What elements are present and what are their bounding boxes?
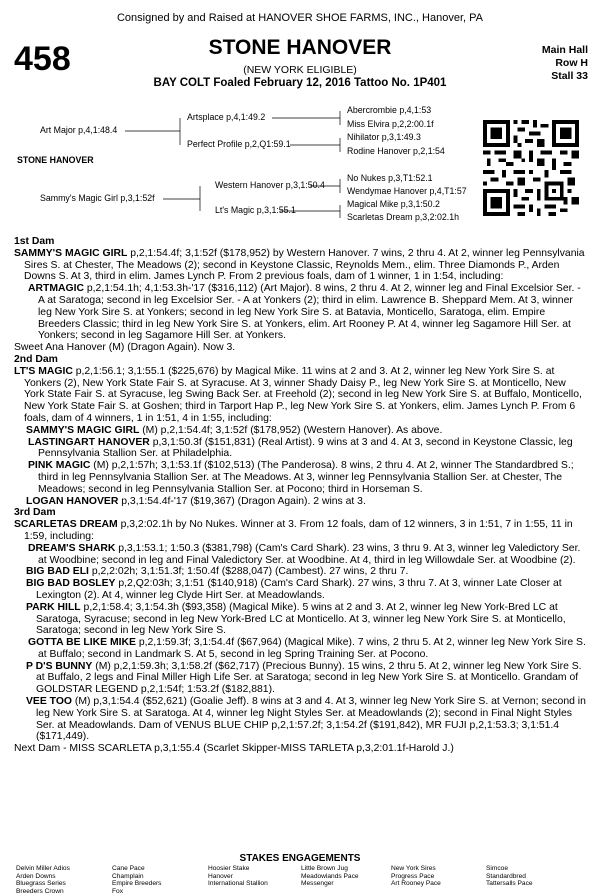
stake-item: Art Rooney Pace xyxy=(391,880,441,888)
lot-number: 458 xyxy=(14,40,71,78)
pedigree-g3-3: Nihilator p,3,1:49.3 xyxy=(347,132,421,142)
foal-sweet-ana: Sweet Ana Hanover (M) (Dragon Again). Now 3. xyxy=(14,342,236,354)
location-row: Row H xyxy=(555,57,588,69)
second-dam-paragraph: LT'S MAGIC p,2,1:56.1; 3,1:55.1 ($225,676) by Magical Mike. 11 wins at 2 and 3. At 2, winner leg New York Sire S. at Yonkers (2), New York State Fair S. at Syracuse. At 3, winner Shady Daisy P., leg New York Sire S. at Monticello, New York State Fair S. at Syracuse, leg Swing Back Ser. at Freehold (2); second in leg New York Sire S. at Buffalo, Monticello, New York State Fair S. at Goshen; third in Tarport Hap P., leg New York Sire S. at Yonkers, elim. James Lynch P. From 6 foals, dam of 4 winners, 1 in 1:51, 4 in 1:55, including: xyxy=(14,365,582,424)
first-dam-heading: 1st Dam xyxy=(14,236,55,247)
stakes-column-5 xyxy=(391,865,441,888)
stake-item: Standardbred xyxy=(486,872,526,880)
stake-item: Champlain xyxy=(112,872,144,880)
stakes-heading: STAKES ENGAGEMENTS xyxy=(239,853,361,864)
stake-item: Breeders Crown xyxy=(16,887,64,895)
foal-gotta-be-like-mike: GOTTA BE LIKE MIKE p,2,1:59.3f; 3,1:54.4f ($67,964) (Magical Mike). 7 wins, 2 thru 5. At 2, winner leg New York Sire S. at Buffalo; second in Landmark S. At 5, second in leg Spring Training Ser. at Pocono. xyxy=(28,637,586,660)
stake-item: New York Sires xyxy=(391,865,436,872)
foal-logan-hanover: LOGAN HANOVER p,3,1:54.4f-'17 ($19,367) (Dragon Again). 2 wins at 3. xyxy=(26,495,366,507)
location-hall: Main Hall xyxy=(541,44,588,56)
stake-item: Messenger xyxy=(301,880,334,888)
pedigree-g3-5: No Nukes p,3,T1:52.1 xyxy=(347,173,433,183)
foaled-line: BAY COLT Foaled February 12, 2016 Tattoo No. 1P401 xyxy=(153,77,447,89)
pedigree-subject: STONE HANOVER xyxy=(17,155,94,165)
pedigree-g3-2: Miss Elvira p,2,2:00.1f xyxy=(347,119,434,129)
pedigree-g3-8: Scarletas Dream p,3,2:02.1h xyxy=(347,212,459,222)
stake-item: Arden Downs xyxy=(16,872,56,880)
foal-artmagic: ARTMAGIC p,2,1:54.1h; 4,1:53.3h-'17 ($316,112) (Art Major). 8 wins, 2 thru 4. At 2, winner leg and Final Excelsior Ser. - A at Saratoga; second in leg Excelsior Ser. - A at Yonkers (2); third in elim. Lawrence B. Sheppard Mem. At 3, winner leg New York Sire S. at Yonkers; second in leg New York Sire S. at Batavia, Monticello, Saratoga, elim. Empire Breeders Classic; third in leg New York Sire S. at Yonkers, elim. Art Rooney P. At 4, winner leg Sagamore Hill Ser. at Yonkers; second in leg Sagamore Hill Ser. at Yonkers. xyxy=(28,283,581,342)
stake-item: Cane Pace xyxy=(112,865,145,872)
stakes-column-3 xyxy=(208,865,268,888)
foal-big-bad-bosley: BIG BAD BOSLEY p,2,Q2:03h; 3,1:51 ($140,918) (Cam's Card Shark). 27 wins, 3 thru 7. At 3, winner Late Closer at Lexington (2). At 4, winner leg Clyde Hirt Ser. at Meadowlands. xyxy=(26,578,562,601)
location-stall: Stall 33 xyxy=(551,70,588,82)
stake-item: Delvin Miller Adios xyxy=(16,865,70,872)
stakes-column-4 xyxy=(301,865,359,888)
pedigree-sire: Art Major p,4,1:48.4 xyxy=(40,125,118,135)
stake-item: Bluegrass Series xyxy=(16,880,66,888)
stake-item: International Stallion xyxy=(208,880,268,888)
stake-item: Hoosier Stake xyxy=(208,865,250,872)
catalog-body xyxy=(14,236,586,755)
foal-sammys-magic-girl: SAMMY'S MAGIC GIRL (M) p,2,1:54.4f; 3,1:52f ($178,952) (Western Hanover). As above. xyxy=(26,424,443,436)
pedigree-dam-sire: Western Hanover p,3,1:50.4 xyxy=(215,180,325,190)
foal-dreams-shark: DREAM'S SHARK p,3,1:53.1; 1:50.3 ($381,798) (Cam's Card Shark). 23 wins, 3 thru 9. At 3, winner leg Valedictory Ser. at Woodbine; second in leg and Final Valedictory Ser. at Woodbine. At 4, third in leg Willowdale Ser. at Woodbine (2). xyxy=(28,542,581,566)
stake-item: Fox xyxy=(112,887,123,895)
foal-pink-magic: PINK MAGIC (M) p,2,1:57h; 3,1:53.1f ($102,513) (The Panderosa). 8 wins, 2 thru 4. At 2, winner The Standardbred S.; third in leg Pennsylvania Stallion Ser. at The Meadows. At 3, winner leg Pennsylvania Stallion Ser. at Chester, The Meadows; second in leg Pennsylvania Stallion Ser. at Pocono; third in Horseman S. xyxy=(28,460,574,495)
stake-item: Simcoe xyxy=(486,865,508,872)
foal-big-bad-eli: BIG BAD ELI p,2,2:02h; 3,1:51.3f; 1:50.4f ($288,047) (Cambest). 27 wins, 2 thru 7. xyxy=(26,566,409,578)
stake-item: Progress Pace xyxy=(391,872,435,880)
stake-item: Little Brown Jug xyxy=(301,865,348,872)
pedigree-dam-dam: Lt's Magic p,3,1:55.1 xyxy=(215,205,296,215)
stake-item: Hanover xyxy=(208,872,233,880)
stake-item: Tattersalls Pace xyxy=(486,880,533,888)
pedigree-g3-4: Rodine Hanover p,2,1:54 xyxy=(347,146,445,156)
foal-vee-too: VEE TOO (M) p,3,1:54.4 ($52,621) (Goalie Jeff). 8 wins at 3 and 4. At 3, winner leg New York Sire S. at Vernon; second in leg New York Sire S. at Saratoga. At 4, winner leg Night Styles Ser. at Meadowlands (2); second in Final Night Styles Ser. at Meadowlands. Dam of VENUS BLUE CHIP p,2,1:57.2f; 3,1:54.2f ($191,842), MR FUJI p,2,1:53.3; 3,1:51.4 ($171,449). xyxy=(26,696,586,743)
pedigree-dam: Sammy's Magic Girl p,3,1:52f xyxy=(40,193,155,203)
consignor-line: Consigned by and Raised at HANOVER SHOE FARMS, INC., Hanover, PA xyxy=(116,12,483,24)
third-dam-heading: 3rd Dam xyxy=(14,507,56,519)
stakes-column-2 xyxy=(112,865,161,895)
foal-pds-bunny: P D'S BUNNY (M) p,2,1:59.3h; 3,1:58.2f ($62,717) (Precious Bunny). 15 wins, 2 thru 5. At 2, winner leg New York Sire S. at Buffalo, 2 legs and Final Miller High Life Ser. at Saratoga; second in leg New York Sire S. at Monticello. Grandam of GOLDSTAR LEGEND p,2,1:54f; 1:53.2f ($182,881). xyxy=(26,660,582,696)
next-dam-line: Next Dam - MISS SCARLETA p,3,1:55.4 (Scarlet Skipper-MISS TARLETA p,3,2:01.1f-Harold J.) xyxy=(14,743,454,755)
second-dam-heading: 2nd Dam xyxy=(14,353,58,365)
pedigree-sire-dam: Perfect Profile p,2,Q1:59.1 xyxy=(187,139,291,149)
qr-code[interactable] xyxy=(483,120,579,216)
foal-lastingart: LASTINGART HANOVER p,3,1:50.3f ($151,831) (Real Artist). 9 wins at 3 and 4. At 3, second in Keystone Classic, leg Pennsylvania Stallion Ser. at Philadelphia. xyxy=(28,436,573,460)
pedigree-g3-6: Wendymae Hanover p,4,T1:57 xyxy=(347,186,467,196)
stakes-column-6 xyxy=(486,865,533,888)
stake-item: Meadowlands Pace xyxy=(301,872,359,880)
eligibility: (NEW YORK ELIGIBLE) xyxy=(243,64,357,76)
pedigree-g3-7: Magical Mike p,3,1:50.2 xyxy=(347,199,440,209)
first-dam-paragraph: SAMMY'S MAGIC GIRL p,2,1:54.4f; 3,1:52f ($178,952) by Western Hanover. 7 wins, 2 thru 4. At 2, winner leg Pennsylvania Sires S. at Chester, The Meadows (2); second in Keystone Classic, Reynolds Mem., elim. Three Diamonds P., Arden Downs S. At 3, third in elim. James Lynch P. From 2 previous foals, dam of 1 winner, 1 in 1:54, including: xyxy=(14,247,585,283)
stake-item: Empire Breeders xyxy=(112,880,162,888)
foal-park-hill: PARK HILL p,2,1:58.4; 3,1:54.3h ($93,358) (Magical Mike). 5 wins at 2 and 3. At 2, winner leg New York-Bred LC at Saratoga, Syracuse; second in leg New York-Bred LC at Monticello. At 3, winner leg New York Sire S. at Monticello, Saratoga; second in leg New York Sire S. xyxy=(26,601,566,637)
pedigree-sire-sire: Artsplace p,4,1:49.2 xyxy=(187,112,266,122)
pedigree-g3-1: Abercrombie p,4,1:53 xyxy=(347,105,432,115)
horse-name: STONE HANOVER xyxy=(208,36,392,59)
stakes-column-1 xyxy=(16,865,70,895)
third-dam-paragraph: SCARLETAS DREAM p,3,2:02.1h by No Nukes. Winner at 3. From 12 foals, dam of 12 winners, 3 in 1:51, 7 in 1:55, 11 in 1:59, including: xyxy=(14,519,573,542)
